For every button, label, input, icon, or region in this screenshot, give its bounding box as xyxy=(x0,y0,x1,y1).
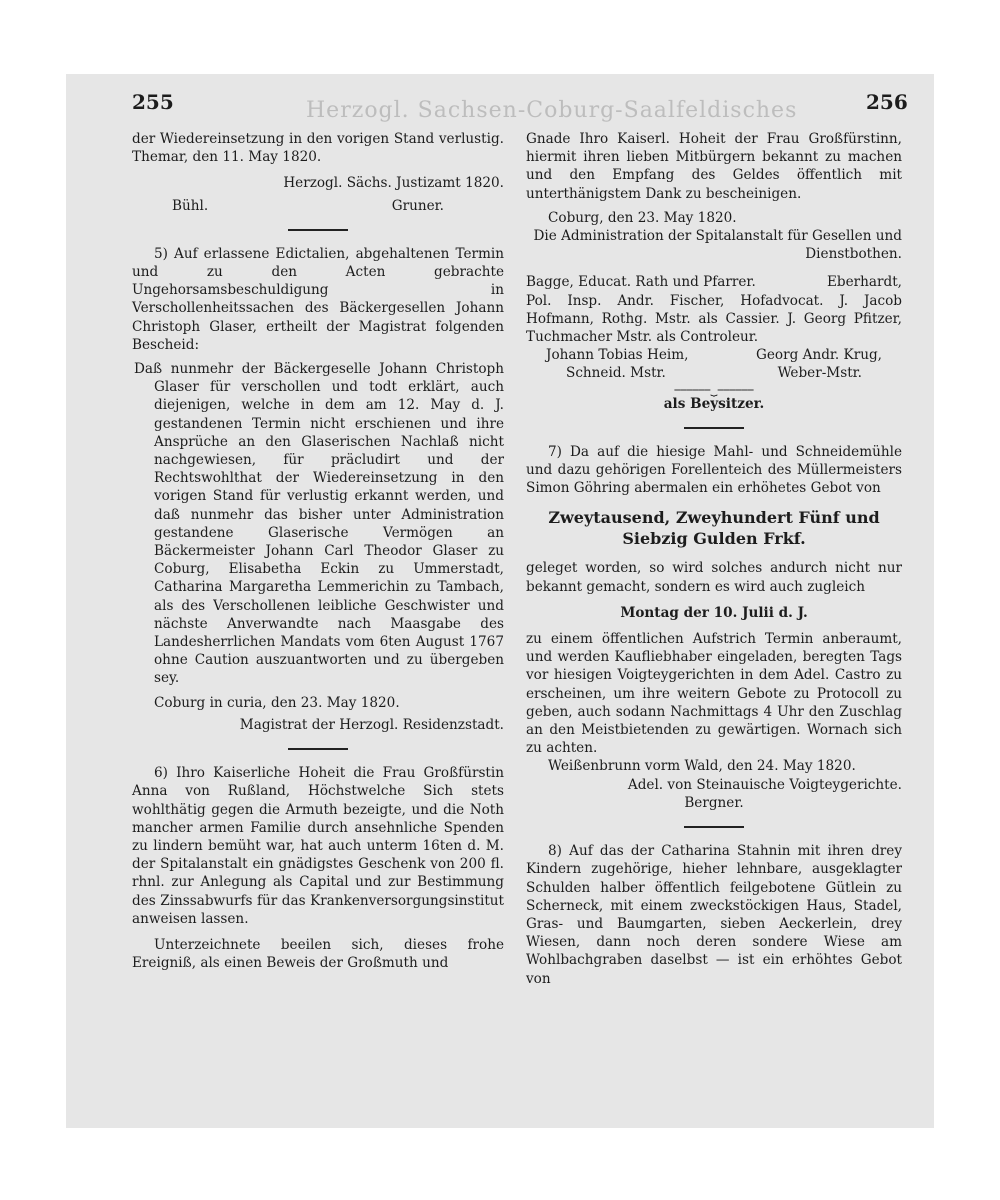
item-6-tail: Gnade Ihro Kaiserl. Hoheit der Frau Großfürstinn, hiermit ihren lieben Mitbürgern bekannt zu machen und den Empfang des Geldes öffentlich mit unterthänigstem Dank zu bescheinigen. xyxy=(526,131,902,202)
signature-heim: Johann Tobias Heim, xyxy=(546,347,689,364)
signature-bagge: Bagge, Educat. Rath und Pfarrer. xyxy=(526,274,756,291)
header-bleed-through: Herzogl. Sachsen-Coburg-Saalfeldisches xyxy=(306,98,798,123)
item-5-signature: Magistrat der Herzogl. Residenzstadt. xyxy=(239,716,504,733)
signatures xyxy=(132,193,504,215)
page-number-right: 256 xyxy=(866,90,908,114)
administration-name: Die Administration der Spitalanstalt für Gesellen und Dienstbothen. xyxy=(533,228,902,263)
signature-block: Pol. Insp. Andr. Fischer, Hofadvocat. J. Jacob Hofmann, Rothg. Mstr. als Cassier. J. Georg Pfitzer, Tuchmacher Mstr. als Controleur. xyxy=(526,292,902,346)
scanned-page xyxy=(66,74,934,1128)
item-7-amount: Zweytausend, Zweyhundert Fünf und Siebzig Gulden Frkf. xyxy=(548,508,880,549)
beysitzer-label: als Beysitzer. xyxy=(663,395,765,412)
item-7-signature: Bergner. xyxy=(684,794,744,811)
item-6-continuation: Unterzeichnete beeilen sich, dieses frohe Ereigniß, als einen Beweis der Großmuth und xyxy=(132,936,504,972)
divider xyxy=(288,229,348,231)
signature-eberhardt: Eberhardt, xyxy=(826,274,902,291)
item-7-day: Montag der 10. Julii d. J. xyxy=(620,604,808,621)
item-7-text: geleget worden, so wird solches andurch nicht nur bekannt gemacht, sondern es wird auch zugleich xyxy=(526,560,902,595)
court-name: Herzogl. Sächs. Justizamt 1820. xyxy=(283,175,504,192)
signature-krug: Georg Andr. Krug, xyxy=(756,347,882,364)
brace-icon: ⎯⎯⎯⎯⎯⎯⏟⎯⎯⎯⎯⎯⎯ xyxy=(674,381,754,396)
item-7-body: zu einem öffentlichen Aufstrich Termin anberaumt, und werden Kaufliebhaber eingeladen, beregten Tags vor hiesigen Voigteygerichten in dem Adel. Castro zu erscheinen, um ihre weitern Gebote zu Protocoll zu geben, auch sodann Nachmittags 4 Uhr den Zuschlag an den Meistbietenden zu gewärtigen. Wornach sich zu achten. xyxy=(526,631,902,757)
signature-line-1 xyxy=(526,273,902,291)
role-schneid: Schneid. Mstr. xyxy=(566,365,666,382)
item-5-date: Coburg in curia, den 23. May 1820. xyxy=(154,694,400,711)
signature-buehl: Bühl. xyxy=(172,197,209,214)
signature-roles xyxy=(526,364,902,382)
divider xyxy=(288,748,348,750)
right-column xyxy=(526,130,902,988)
item-6-text: 6) Ihro Kaiserliche Hoheit die Frau Großfürstin Anna von Rußland, Höchstwelche Sich stets wohlthätig gegen die Armuth bezeigte, und die Noth mancher armen Familie durch ansehnliche Spenden zu lindern bemüht war, hat auch unterm 16ten d. M. der Spitalanstalt ein gnädigstes Geschenk von 200 fl. rhnl. zur Anlegung als Capital und zur Bestimmung des Zinssabwurfs für das Krankenversorgungsinstitut anweisen lassen. xyxy=(132,765,504,927)
continuation-text: der Wiedereinsetzung in den vorigen Stand verlustig. Themar, den 11. May 1820. xyxy=(132,131,504,166)
left-column xyxy=(132,130,504,972)
item-7-intro: 7) Da auf die hiesige Mahl- und Schneidemühle und dazu gehörigen Forellenteich des Müllermeisters Simon Göhring abermalen ein erhöhetes Gebot von xyxy=(526,443,902,497)
role-weber: Weber-Mstr. xyxy=(777,365,862,382)
item-7-court: Adel. von Steinauische Voigteygerichte. xyxy=(627,776,902,793)
divider xyxy=(684,826,744,828)
item-5-body: Daß nunmehr der Bäckergeselle Johann Christoph Glaser für verschollen und todt erklärt, auch diejenigen, welche in dem am 12. May d. J. gestandenen Termin nicht erschienen und ihre Ansprüche an den Glaserischen Nachlaß nicht nachgewiesen, für präcludirt und der Rechtswohlthat der Wiedereinsetzung in den vorigen Stand für verlustig erkannt werden, und daß nunmehr das bisher unter Administration gestandene Glaserische Vermögen an Bäckermeister Johann Carl Theodor Glaser zu Coburg, Elisabetha Eckin zu Ummerstadt, Catharina Margaretha Lemmerichin zu Tambach, als des Verschollenen leibliche Geschwister und nächste Anverwandte nach Maasgabe des Landesherrlichen Mandats vom 6ten August 1767 ohne Caution auszuantworten und zu übergeben sey. xyxy=(134,361,504,687)
signature-heim-krug xyxy=(526,346,902,364)
page-number-left: 255 xyxy=(132,90,174,114)
item-7-date: Weißenbrunn vorm Wald, den 24. May 1820. xyxy=(548,758,856,775)
item-8-text: 8) Auf das der Catharina Stahnin mit ihren drey Kindern zugehörige, hieher lehnbare, ausgeklagter Schulden halber öffentlich feilgebotene Gütlein zu Scherneck, mit einem zweckstöckigen Haus, Stadel, Gras- und Baumgarten, sieben Aeckerlein, drey Wiesen, dann noch deren sondere Wiese am Wohlbachgraben daselbst — ist ein erhöhtes Gebot von xyxy=(526,843,902,987)
item-5-intro: 5) Auf erlassene Edictalien, abgehaltenen Termin und zu den Acten gebrachte Ungehorsamsbeschuldigung in Verschollenheitssachen des Bäckergesellen Johann Christoph Glaser, ertheilt der Magistrat folgenden Bescheid: xyxy=(132,245,504,353)
signature-gruner: Gruner. xyxy=(391,197,444,214)
divider xyxy=(684,427,744,429)
item-6-date: Coburg, den 23. May 1820. xyxy=(548,209,737,226)
